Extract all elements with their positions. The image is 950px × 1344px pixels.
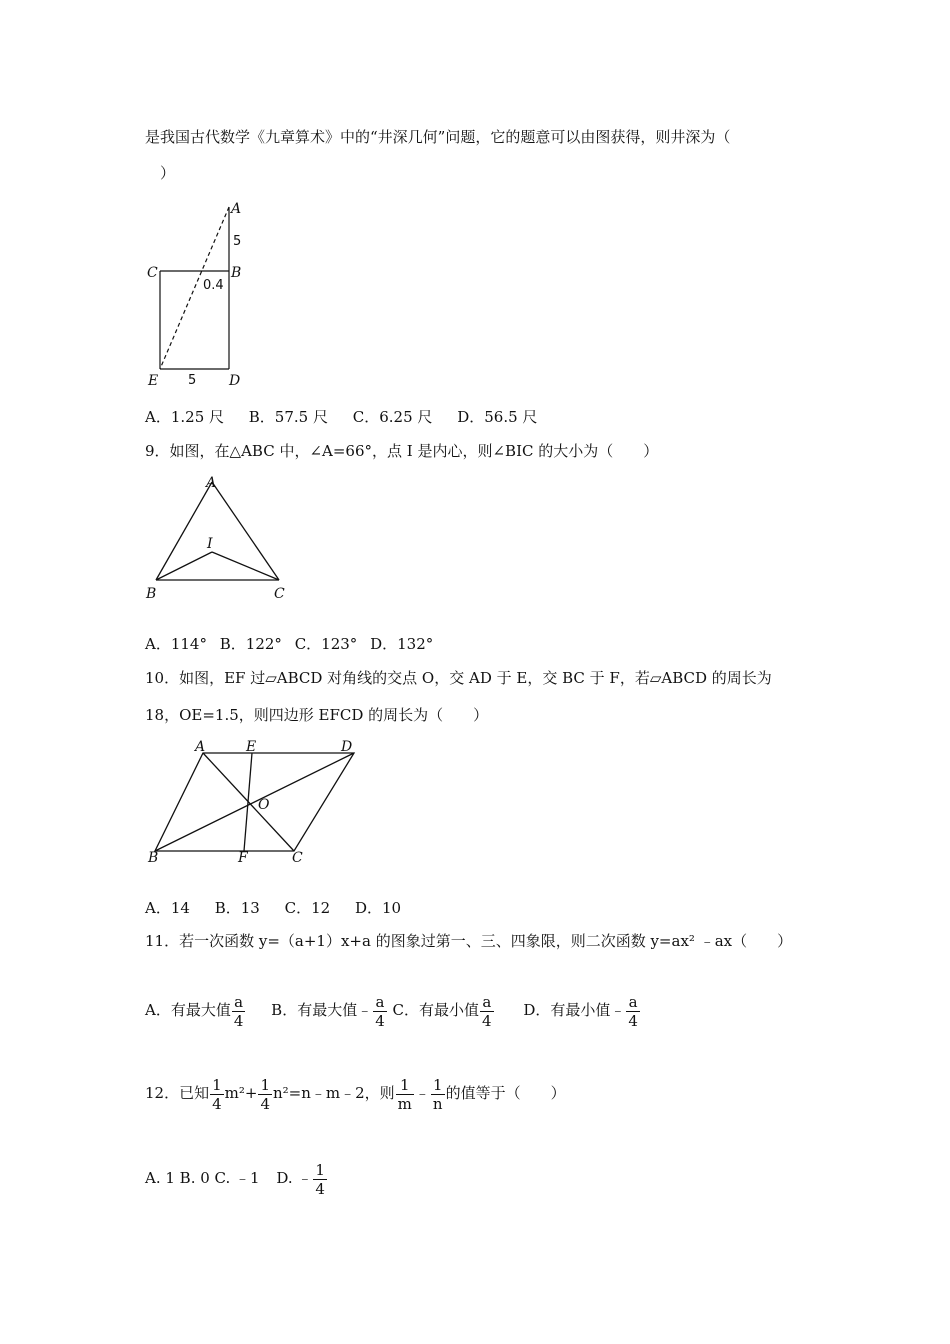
q10-option-d[interactable]: D．10: [354, 899, 402, 917]
label-f: F: [238, 850, 248, 866]
fraction: $\frac{a}{4}$: [375, 992, 385, 1030]
fraction: $\frac{a}{4}$: [482, 992, 492, 1030]
label-b: B: [148, 850, 159, 866]
q8-option-b[interactable]: B．57.5 尺: [248, 408, 328, 426]
q10-option-c[interactable]: C．12: [284, 899, 331, 917]
q11-option-a[interactable]: A．有最大值 $\frac{a}{4}$: [145, 992, 244, 1030]
well-figure: [140, 195, 260, 395]
q11-option-c[interactable]: C．有最小值 $\frac{a}{4}$: [392, 992, 492, 1030]
label-a: A: [206, 475, 217, 491]
label-o: O: [258, 797, 270, 813]
q8-text-line2: ）: [160, 164, 176, 182]
label-b: B: [231, 265, 242, 281]
q9-option-d[interactable]: D．132°: [370, 635, 434, 653]
label-cb-length: 0.4: [203, 278, 224, 293]
fraction: $\frac{1}{4}$: [315, 1160, 325, 1198]
q10-option-b[interactable]: B．13: [214, 899, 260, 917]
q11-options: [145, 990, 641, 1030]
q8-options: [145, 407, 557, 427]
q9-options: [145, 634, 453, 654]
q10-text-line2: 18，OE=1.5，则四边形 EFCD 的周长为（ ）: [145, 706, 489, 724]
label-e: E: [148, 373, 159, 389]
label-a: A: [231, 201, 242, 217]
q10-options: [145, 898, 421, 918]
label-ed-length: 5: [188, 373, 197, 388]
q8-option-c[interactable]: C．6.25 尺: [352, 408, 433, 426]
label-c: C: [274, 586, 285, 602]
q10-option-a[interactable]: A．14: [145, 899, 190, 917]
label-d: D: [229, 373, 241, 389]
q11-option-d[interactable]: D．有最小值﹣ $\frac{a}{4}$: [523, 992, 638, 1030]
q9-option-c[interactable]: C．123°: [294, 635, 358, 653]
label-d: D: [341, 739, 353, 755]
label-a: A: [195, 739, 206, 755]
q11-option-b[interactable]: B．有最大值﹣ $\frac{a}{4}$: [271, 992, 385, 1030]
label-b: B: [146, 586, 157, 602]
q8-option-a[interactable]: A．1.25 尺: [145, 408, 224, 426]
q12-text: 12．已知 $\frac{1}{4}$ m²+ $\frac{1}{4}$ n²=n﹣m﹣2，则 $\frac{1}{m}$ ﹣ $\frac{1}{n}$ 的值等于（ ）: [145, 1075, 566, 1113]
fraction: $\frac{a}{4}$: [628, 992, 638, 1030]
label-e: E: [246, 739, 257, 755]
fraction: $\frac{a}{4}$: [233, 992, 244, 1030]
fraction: $\frac{1}{n}$: [432, 1075, 443, 1113]
q9-option-b[interactable]: B．122°: [219, 635, 282, 653]
q9-text: 9．如图，在△ABC 中，∠A=66°，点 I 是内心，则∠BIC 的大小为（ ）: [145, 442, 659, 460]
label-c: C: [292, 850, 303, 866]
q11-text: 11．若一次函数 y=（a+1）x+a 的图象过第一、三、四象限，则二次函数 y=ax² ﹣ax（ ）: [145, 932, 793, 950]
q10-text-line1: 10．如图，EF 过▱ABCD 对角线的交点 O，交 AD 于 E，交 BC 于 F，若▱ABCD 的周长为: [145, 669, 772, 687]
q8-text-line1: 是我国古代数学《九章算术》中的“井深几何”问题，它的题意可以由图获得，则井深为（: [145, 128, 731, 146]
parallelogram-figure: [140, 735, 370, 870]
q8-option-d[interactable]: D．56.5 尺: [457, 408, 538, 426]
q12-option-d[interactable]: D. ﹣ $\frac{1}{4}$: [276, 1160, 325, 1198]
q12-options: [145, 1158, 328, 1198]
fraction: $\frac{1}{m}$: [397, 1075, 412, 1113]
q9-option-a[interactable]: A．114°: [145, 635, 207, 653]
label-i: I: [207, 536, 213, 552]
fraction: $\frac{1}{4}$: [212, 1075, 222, 1113]
label-ab-length: 5: [233, 234, 242, 249]
triangle-figure: [140, 470, 300, 610]
fraction: $\frac{1}{4}$: [260, 1075, 270, 1113]
q12-options-abc[interactable]: A. 1 B. 0 C. ﹣1: [145, 1169, 260, 1187]
label-c: C: [147, 265, 158, 281]
